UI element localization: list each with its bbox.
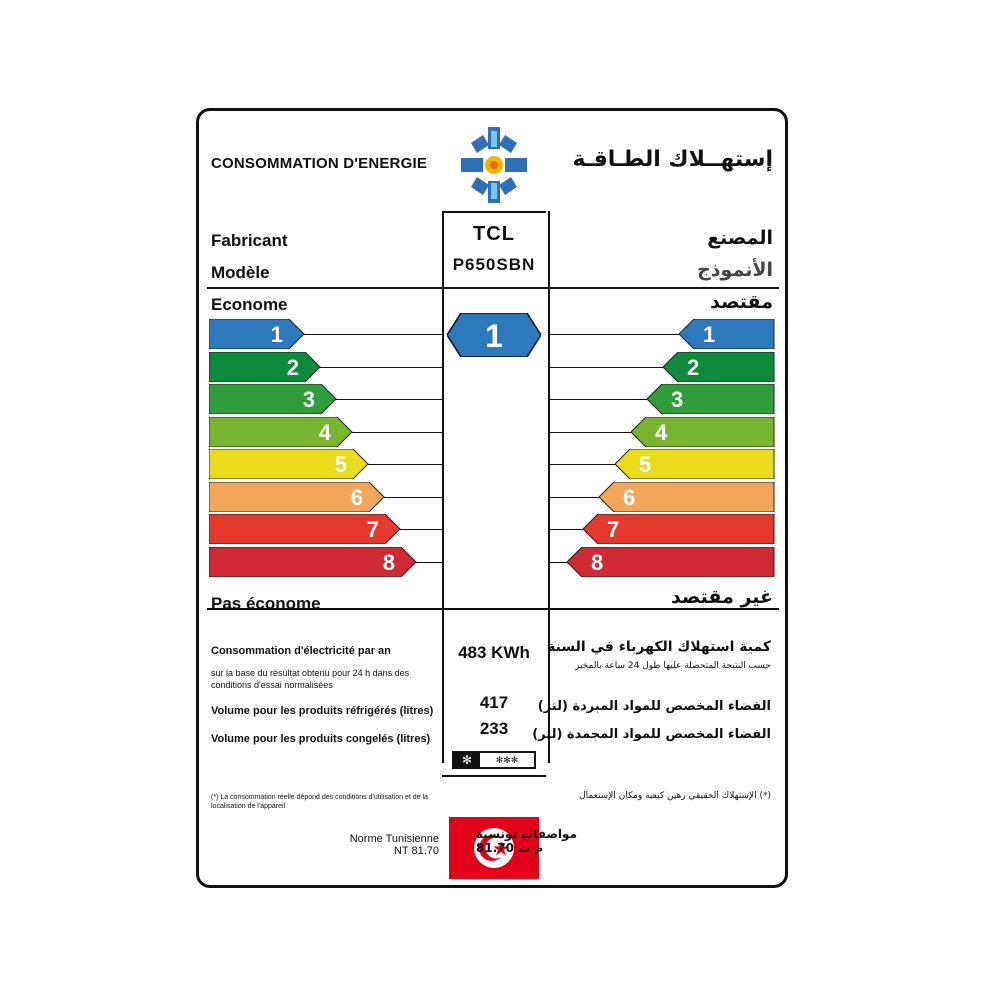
energy-bar-right-label: 5 xyxy=(639,452,652,477)
energy-bar-right-1 xyxy=(679,319,775,349)
fridge-volume-value: 417 xyxy=(479,693,509,712)
energy-bar-left-label: 7 xyxy=(366,517,379,542)
energy-bar-left-7 xyxy=(209,514,401,544)
norm-ar-line2: م ت 81.70 xyxy=(476,841,544,855)
energy-bar-left-4 xyxy=(209,417,353,447)
energy-bar-left-label: 1 xyxy=(270,322,283,347)
energy-bar-left-1 xyxy=(209,319,305,349)
energy-bar-right-label: 3 xyxy=(671,387,684,412)
ministry-emblem-icon xyxy=(459,125,529,205)
norm-fr-line2: NT 81.70 xyxy=(393,845,439,857)
energy-bar-left-leader xyxy=(320,367,442,368)
center-box-bottom xyxy=(442,775,546,777)
energy-bar-right-leader xyxy=(548,529,583,530)
energy-bar-left-5 xyxy=(209,449,369,479)
energy-bar-left-leader xyxy=(304,334,442,335)
scale-bottom-label-ar: غير مقتصد xyxy=(670,586,773,608)
norm-ar-line1: مواصفات تونسية xyxy=(476,827,577,841)
energy-bar-left-leader xyxy=(384,497,442,498)
energy-bar-right-6 xyxy=(599,482,775,512)
freezer-volume-value: 233 xyxy=(479,719,509,738)
energy-bar-right-3 xyxy=(647,384,775,414)
scale-top-label-fr: Econome xyxy=(211,295,288,314)
energy-bar-right-7 xyxy=(583,514,775,544)
title-ar: إستهــلاك الطـاقـة xyxy=(572,147,773,172)
rating-value: 1 xyxy=(485,318,503,354)
norm-fr-line1: Norme Tunisienne xyxy=(349,833,439,845)
rating-indicator xyxy=(447,313,541,357)
norm-fr xyxy=(349,833,439,857)
energy-bar-right-label: 7 xyxy=(607,517,620,542)
energy-bar-right-2 xyxy=(663,352,775,382)
consumption-label-fr: Consommation d'électricité par an xyxy=(211,645,391,657)
footnote-ar: (*) الإستهلاك الحقيقي رهين كيفية ومكان الإستعمال xyxy=(579,791,771,801)
energy-bar-left-label: 2 xyxy=(286,354,299,380)
model-label-ar: الأنموذج xyxy=(697,259,773,281)
energy-bar-left-label: 6 xyxy=(350,484,363,510)
energy-bar-left-8 xyxy=(209,547,417,577)
scale-top-label-ar: مقتصد xyxy=(710,291,773,313)
energy-bar-left-leader xyxy=(368,464,442,465)
energy-bar-left-leader xyxy=(416,562,442,563)
energy-bar-right-label: 4 xyxy=(655,419,668,445)
norm-ar xyxy=(476,827,577,855)
title-fr: CONSOMMATION D'ENERGIE xyxy=(211,155,428,172)
energy-bar-right-leader xyxy=(548,367,663,368)
energy-bar-right-label: 2 xyxy=(687,354,700,380)
freezer-volume-label-ar: الفضاء المخصص للمواد المجمدة (لتر) xyxy=(532,727,771,742)
freezer-volume-label-fr: Volume pour les produits congelés (litres) xyxy=(211,733,431,745)
fridge-volume-label-ar: الفضاء المخصص للمواد المبردة (لتر) xyxy=(537,699,771,714)
energy-bar-right-5 xyxy=(615,449,775,479)
manufacturer-label-fr: Fabricant xyxy=(211,231,288,250)
freezer-star-rating xyxy=(452,751,536,769)
energy-bar-right-label: 8 xyxy=(591,549,604,575)
energy-bar-right-leader xyxy=(548,399,647,400)
manufacturer-value: TCL xyxy=(473,223,515,245)
energy-label-card xyxy=(196,108,788,888)
model-label-fr: Modèle xyxy=(211,263,270,282)
energy-bar-right-leader xyxy=(548,562,567,563)
energy-bar-right-label: 1 xyxy=(703,322,716,347)
consumption-note-fr: sur la base du résultat obtenu pour 24 h dans des conditions d'essai normalisées xyxy=(211,668,410,690)
divider-scale-top xyxy=(207,287,779,289)
consumption-label-ar: كمية استهلاك الكهرباء في السنة xyxy=(547,639,771,655)
energy-bar-left-leader xyxy=(336,399,442,400)
energy-bar-right-leader xyxy=(548,334,679,335)
energy-bar-left-leader xyxy=(352,432,442,433)
stars-icon: ✻✻✻ xyxy=(482,754,532,766)
energy-bar-left-3 xyxy=(209,384,337,414)
manufacturer-label-ar: المصنع xyxy=(707,227,773,249)
snowflake-icon: ✻ xyxy=(454,753,480,767)
energy-bar-right-leader xyxy=(548,432,631,433)
energy-bar-right-8 xyxy=(567,547,775,577)
scale-bottom-label-fr: Pas économe xyxy=(211,594,321,613)
energy-bar-left-6 xyxy=(209,482,385,512)
energy-bar-right-leader xyxy=(548,497,599,498)
energy-bar-left-label: 8 xyxy=(382,549,395,575)
energy-bar-right-label: 6 xyxy=(623,484,636,510)
energy-bar-left-label: 3 xyxy=(302,387,315,412)
energy-bar-left-label: 4 xyxy=(318,419,331,445)
consumption-value: 483 KWh xyxy=(458,643,530,662)
energy-bar-left-leader xyxy=(400,529,442,530)
model-value: P650SBN xyxy=(452,255,536,274)
energy-bar-right-4 xyxy=(631,417,775,447)
fridge-volume-label-fr: Volume pour les produits réfrigérés (litres) xyxy=(211,705,434,717)
center-box-top xyxy=(442,211,546,213)
footnote-fr: (*) La consommation réelle dépond des conditions d'utilisation et de la localisation de l'appareil xyxy=(211,794,428,810)
energy-bar-left-2 xyxy=(209,352,321,382)
center-column xyxy=(442,211,550,763)
energy-bar-right-leader xyxy=(548,464,615,465)
energy-bar-left-label: 5 xyxy=(334,452,347,477)
consumption-note-ar: حسب النتيجة المتحصلة عليها طول 24 ساعة بالمخبر xyxy=(575,661,771,671)
